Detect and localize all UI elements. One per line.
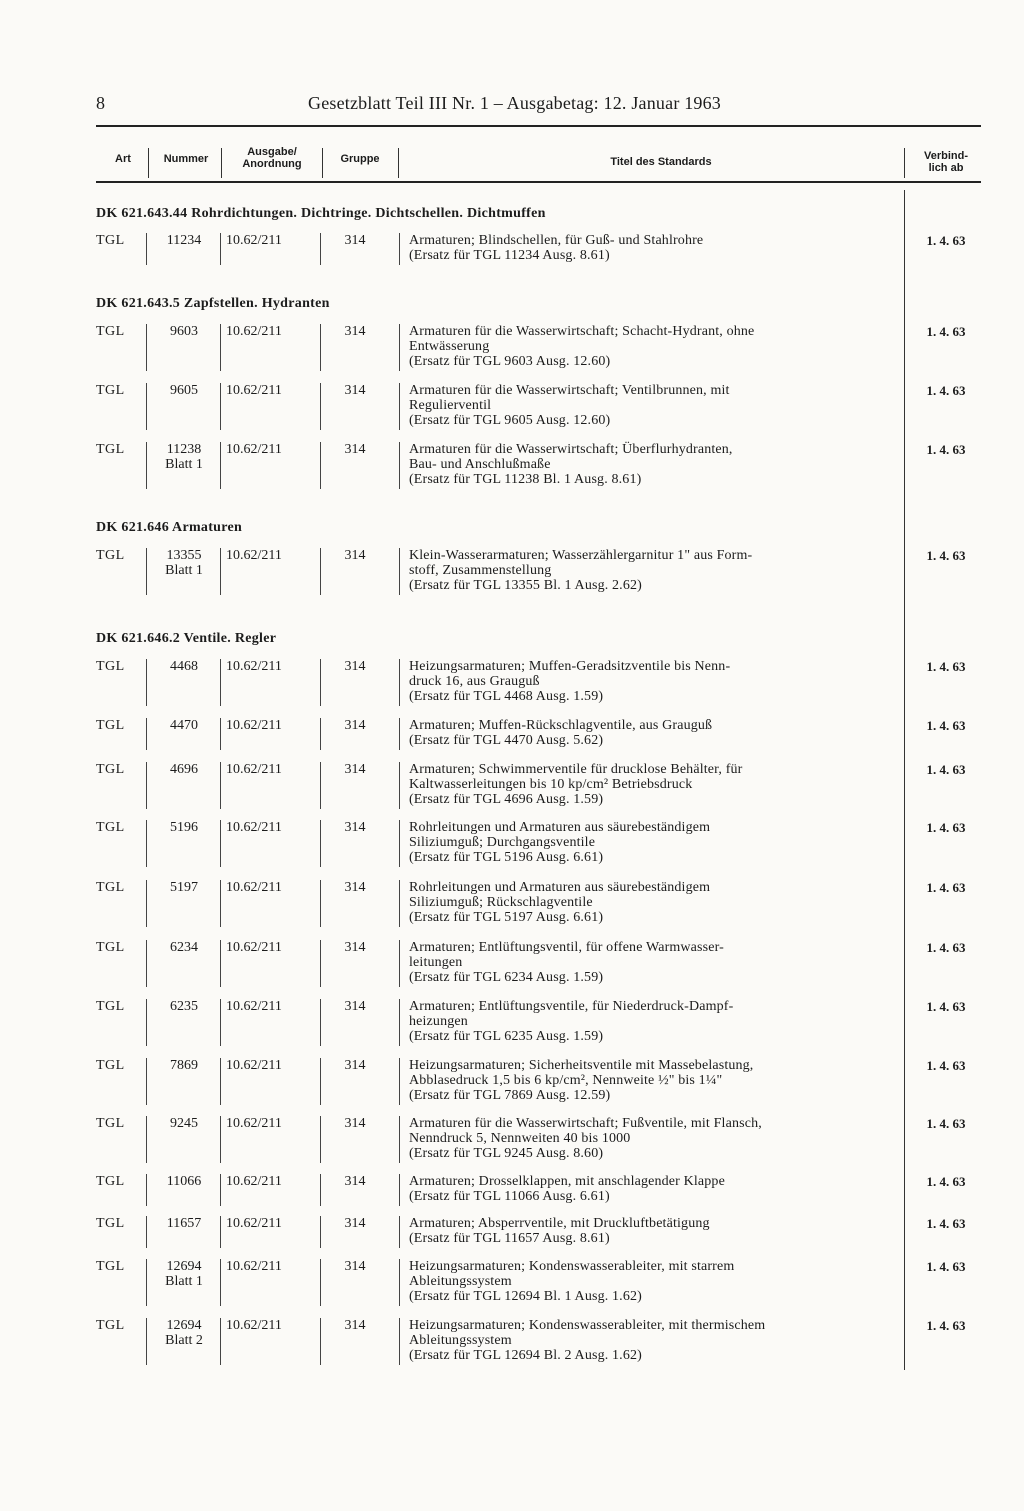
art-cell: TGL [96,659,125,674]
nummer-line: 5196 [170,820,198,835]
cell-separator [399,718,400,750]
nummer-cell [150,880,218,895]
cell-separator [220,820,221,867]
cell-separator [146,233,147,265]
nummer-cell [150,659,218,674]
cell-separator [399,383,400,430]
titel-line: Armaturen; Drosselklappen, mit anschlagender Klappe [409,1174,725,1189]
gruppe-cell: 314 [344,880,366,895]
cell-separator [146,999,147,1046]
table-row [96,659,981,710]
gruppe-cell: 314 [344,999,366,1014]
table-row [96,442,981,493]
cell-separator [146,1216,147,1248]
titel-line: (Ersatz für TGL 5197 Ausg. 6.61) [409,910,604,925]
verbindlich-cell: 1. 4. 63 [926,940,966,955]
nummer-cell [150,1174,218,1189]
titel-line: (Ersatz für TGL 9245 Ausg. 8.60) [409,1146,604,1161]
titel-line: Heizungsarmaturen; Sicherheitsventile mit Massebelastung, [409,1058,754,1073]
titel-line: Ableitungssystem [409,1333,512,1348]
nummer-cell [150,548,218,578]
ausgabe-cell: 10.62/211 [226,820,282,835]
cell-separator [146,762,147,809]
cell-separator [220,940,221,987]
titel-cell [409,442,899,487]
verbindlich-cell: 1. 4. 63 [926,999,966,1014]
cell-separator [399,940,400,987]
table-row [96,233,981,269]
cell-separator [146,1318,147,1365]
cell-separator [320,1174,321,1206]
ausgabe-cell: 10.62/211 [226,1259,282,1274]
cell-separator [320,1318,321,1365]
art-cell: TGL [96,1318,125,1333]
nummer-cell [150,940,218,955]
titel-cell [409,383,899,428]
cell-separator [399,880,400,927]
cell-separator [320,1259,321,1306]
gruppe-cell: 314 [344,718,366,733]
nummer-line: Blatt 2 [165,1333,203,1348]
titel-line: leitungen [409,955,463,970]
cell-separator [220,718,221,750]
titel-line: (Ersatz für TGL 12694 Bl. 2 Ausg. 1.62) [409,1348,642,1363]
column-gruppe: Gruppe [340,153,380,165]
verbindlich-cell: 1. 4. 63 [926,233,966,248]
gruppe-cell: 314 [344,1216,366,1231]
ausgabe-cell: 10.62/211 [226,233,282,248]
art-cell: TGL [96,548,125,563]
titel-line: Nenndruck 5, Nennweiten 40 bis 1000 [409,1131,631,1146]
verbindlich-cell: 1. 4. 63 [926,1174,966,1189]
cell-separator [220,659,221,706]
art-cell: TGL [96,1058,125,1073]
nummer-line: 12694 [166,1259,202,1274]
nummer-line: 7869 [170,1058,198,1073]
cell-separator [220,1058,221,1105]
ausgabe-cell: 10.62/211 [226,718,282,733]
cell-separator [220,1318,221,1365]
table-row [96,999,981,1050]
cell-separator [220,233,221,265]
titel-line: Entwässerung [409,339,490,354]
nummer-cell [150,1116,218,1131]
nummer-cell [150,383,218,398]
cell-separator [220,1216,221,1248]
ausgabe-cell: 10.62/211 [226,999,282,1014]
ausgabe-cell: 10.62/211 [226,383,282,398]
section-heading: DK 621.643.5 Zapfstellen. Hydranten [96,296,330,311]
column-nummer: Nummer [163,153,209,165]
titel-line: Armaturen für die Wasserwirtschaft; Ventilbrunnen, mit [409,383,730,398]
titel-line: Regulierventil [409,398,492,413]
page-header [96,93,981,123]
table-row [96,820,981,871]
cell-separator [399,1318,400,1365]
art-cell: TGL [96,999,125,1014]
section-heading: DK 621.646 Armaturen [96,520,243,535]
cell-separator [399,548,400,595]
table-row [96,1058,981,1109]
nummer-cell [150,820,218,835]
titel-line: (Ersatz für TGL 4696 Ausg. 1.59) [409,792,604,807]
art-cell: TGL [96,1174,125,1189]
gruppe-cell: 314 [344,548,366,563]
verbindlich-cell: 1. 4. 63 [926,659,966,674]
gruppe-cell: 314 [344,383,366,398]
titel-line: (Ersatz für TGL 12694 Bl. 1 Ausg. 1.62) [409,1289,642,1304]
gruppe-cell: 314 [344,762,366,777]
cell-separator [320,1216,321,1248]
cell-separator [146,383,147,430]
titel-line: Siliziumguß; Durchgangsventile [409,835,596,850]
ausgabe-cell: 10.62/211 [226,940,282,955]
titel-line: (Ersatz für TGL 9603 Ausg. 12.60) [409,354,611,369]
column-verbindlich: Verbind- lich ab [923,150,968,174]
cell-separator [220,1116,221,1163]
page-number: 8 [96,93,105,113]
titel-line: Abblasedruck 1,5 bis 6 kp/cm², Nennweite ½" bis 1¼" [409,1073,723,1088]
titel-line: (Ersatz für TGL 11234 Ausg. 8.61) [409,248,610,263]
ausgabe-cell: 10.62/211 [226,324,282,339]
gruppe-cell: 314 [344,324,366,339]
titel-cell [409,659,899,704]
titel-cell [409,880,899,925]
verbindlich-cell: 1. 4. 63 [926,548,966,563]
cell-separator [399,1216,400,1248]
nummer-line: Blatt 1 [165,563,203,578]
titel-line: (Ersatz für TGL 11657 Ausg. 8.61) [409,1231,610,1246]
table-row [96,762,981,813]
cell-separator [146,659,147,706]
cell-separator [320,880,321,927]
art-cell: TGL [96,442,125,457]
ausgabe-cell: 10.62/211 [226,1116,282,1131]
ausgabe-cell: 10.62/211 [226,880,282,895]
nummer-line: 4696 [170,762,198,777]
cell-separator [399,820,400,867]
titel-line: (Ersatz für TGL 13355 Bl. 1 Ausg. 2.62) [409,578,642,593]
table-row [96,718,981,754]
nummer-line: Blatt 1 [165,1274,203,1289]
art-cell: TGL [96,718,125,733]
cell-separator [220,383,221,430]
cell-separator [399,659,400,706]
nummer-line: Blatt 1 [165,457,203,472]
verbindlich-cell: 1. 4. 63 [926,820,966,835]
titel-line: Heizungsarmaturen; Kondenswasserableiter, mit starrem [409,1259,735,1274]
gruppe-cell: 314 [344,1259,366,1274]
cell-separator [320,442,321,489]
cell-separator [399,1174,400,1206]
cell-separator [399,324,400,371]
titel-line: (Ersatz für TGL 6234 Ausg. 1.59) [409,970,604,985]
titel-cell [409,820,899,865]
titel-line: Armaturen; Absperrventile, mit Druckluftbetätigung [409,1216,710,1231]
titel-line: Armaturen; Muffen-Rückschlagventile, aus Grauguß [409,718,713,733]
art-cell: TGL [96,1116,125,1131]
nummer-line: 4470 [170,718,198,733]
titel-line: Siliziumguß; Rückschlagventile [409,895,593,910]
verbindlich-cell: 1. 4. 63 [926,324,966,339]
cell-separator [399,1116,400,1163]
table-row [96,1259,981,1310]
nummer-cell [150,1058,218,1073]
nummer-cell [150,324,218,339]
cell-separator [320,718,321,750]
titel-line: (Ersatz für TGL 9605 Ausg. 12.60) [409,413,611,428]
cell-separator [146,1174,147,1206]
cell-separator [220,880,221,927]
nummer-line: 5197 [170,880,198,895]
cell-separator [220,324,221,371]
titel-line: (Ersatz für TGL 5196 Ausg. 6.61) [409,850,604,865]
nummer-line: 11238 [166,442,202,457]
verbindlich-cell: 1. 4. 63 [926,1216,966,1231]
art-cell: TGL [96,762,125,777]
verbindlich-cell: 1. 4. 63 [926,1318,966,1333]
art-cell: TGL [96,880,125,895]
cell-separator [220,999,221,1046]
cell-separator [320,383,321,430]
nummer-line: 11657 [166,1216,202,1231]
gruppe-cell: 314 [344,940,366,955]
nummer-cell [150,999,218,1014]
cell-separator [146,442,147,489]
nummer-line: 4468 [170,659,198,674]
gruppe-cell: 314 [344,820,366,835]
header-bottom-rule [96,181,981,183]
titel-cell [409,718,899,748]
cell-separator [146,880,147,927]
nummer-line: 11234 [166,233,202,248]
titel-line: stoff, Zusammenstellung [409,563,552,578]
verbindlich-cell: 1. 4. 63 [926,442,966,457]
titel-cell [409,1116,899,1161]
nummer-cell [150,442,218,472]
gruppe-cell: 314 [344,233,366,248]
ausgabe-cell: 10.62/211 [226,1174,282,1189]
nummer-line: 9605 [170,383,198,398]
titel-cell [409,1058,899,1103]
titel-cell [409,1318,899,1363]
verbindlich-cell: 1. 4. 63 [926,1116,966,1131]
cell-separator [146,548,147,595]
cell-separator [146,820,147,867]
nummer-cell [150,718,218,733]
nummer-line: 9603 [170,324,198,339]
cell-separator [399,233,400,265]
titel-cell [409,1174,899,1204]
verbindlich-cell: 1. 4. 63 [926,383,966,398]
nummer-cell [150,1318,218,1348]
titel-line: (Ersatz für TGL 11238 Bl. 1 Ausg. 8.61) [409,472,642,487]
cell-separator [220,442,221,489]
nummer-line: 6235 [170,999,198,1014]
table-row [96,1116,981,1167]
gruppe-cell: 314 [344,1174,366,1189]
column-art: Art [115,153,131,165]
art-cell: TGL [96,1259,125,1274]
ausgabe-cell: 10.62/211 [226,659,282,674]
titel-cell [409,1259,899,1304]
table-row [96,383,981,434]
table-row [96,1318,981,1369]
cell-separator [146,940,147,987]
art-cell: TGL [96,233,125,248]
titel-line: Klein-Wasserarmaturen; Wasserzählergarnitur 1" aus Form- [409,548,753,563]
nummer-cell [150,233,218,248]
cell-separator [399,999,400,1046]
column-header-row [96,144,981,182]
titel-line: Armaturen für die Wasserwirtschaft; Fußventile, mit Flansch, [409,1116,762,1131]
table-row [96,940,981,991]
titel-line: Armaturen für die Wasserwirtschaft; Schacht-Hydrant, ohne [409,324,755,339]
column-ausgabe: Ausgabe/ Anordnung [242,146,302,170]
cell-separator [220,548,221,595]
titel-line: Armaturen; Schwimmerventile für drucklose Behälter, für [409,762,743,777]
verbindlich-cell: 1. 4. 63 [926,1058,966,1073]
titel-line: (Ersatz für TGL 4468 Ausg. 1.59) [409,689,604,704]
art-cell: TGL [96,1216,125,1231]
titel-line: (Ersatz für TGL 4470 Ausg. 5.62) [409,733,604,748]
cell-separator [320,999,321,1046]
cell-separator [220,1174,221,1206]
ausgabe-cell: 10.62/211 [226,1216,282,1231]
cell-separator [320,940,321,987]
art-cell: TGL [96,940,125,955]
nummer-line: 6234 [170,940,198,955]
ausgabe-cell: 10.62/211 [226,548,282,563]
cell-separator [220,762,221,809]
titel-line: (Ersatz für TGL 11066 Ausg. 6.61) [409,1189,610,1204]
titel-line: Armaturen; Blindschellen, für Guß- und Stahlrohre [409,233,704,248]
titel-cell [409,940,899,985]
nummer-line: 12694 [166,1318,202,1333]
cell-separator [320,1116,321,1163]
nummer-line: 11066 [166,1174,202,1189]
table-row [96,1174,981,1210]
header-title: Gesetzblatt Teil III Nr. 1 – Ausgabetag: 12. Januar 1963 [308,93,722,113]
titel-line: Armaturen für die Wasserwirtschaft; Überflurhydranten, [409,442,733,457]
cell-separator [399,762,400,809]
cell-separator [320,233,321,265]
cell-separator [320,820,321,867]
ausgabe-cell: 10.62/211 [226,1058,282,1073]
cell-separator [320,762,321,809]
ausgabe-cell: 10.62/211 [226,442,282,457]
titel-cell [409,1216,899,1246]
table-row [96,324,981,375]
art-cell: TGL [96,820,125,835]
titel-cell [409,233,899,263]
cell-separator [220,1259,221,1306]
art-cell: TGL [96,383,125,398]
verbindlich-cell: 1. 4. 63 [926,1259,966,1274]
titel-line: Rohrleitungen und Armaturen aus säurebeständigem [409,820,711,835]
titel-line: Kaltwasserleitungen bis 10 kp/cm² Betriebsdruck [409,777,693,792]
titel-line: Armaturen; Entlüftungsventile, für Niederdruck-Dampf- [409,999,734,1014]
gruppe-cell: 314 [344,442,366,457]
table-row [96,548,981,599]
titel-line: druck 16, aus Grauguß [409,674,540,689]
ausgabe-cell: 10.62/211 [226,762,282,777]
header-rule [96,125,981,127]
titel-cell [409,324,899,369]
cell-separator [320,324,321,371]
verbindlich-cell: 1. 4. 63 [926,880,966,895]
cell-separator [399,1058,400,1105]
section-heading: DK 621.646.2 Ventile. Regler [96,631,277,646]
verbindlich-cell: 1. 4. 63 [926,718,966,733]
art-cell: TGL [96,324,125,339]
cell-separator [146,1259,147,1306]
titel-line: (Ersatz für TGL 6235 Ausg. 1.59) [409,1029,604,1044]
cell-separator [399,1259,400,1306]
cell-separator [320,548,321,595]
gruppe-cell: 314 [344,1058,366,1073]
column-titel: Titel des Standards [610,156,712,168]
verbindlich-cell: 1. 4. 63 [926,762,966,777]
nummer-line: 9245 [170,1116,198,1131]
cell-separator [146,718,147,750]
cell-separator [320,659,321,706]
cell-separator [146,1058,147,1105]
gruppe-cell: 314 [344,1318,366,1333]
cell-separator [146,1116,147,1163]
titel-line: Rohrleitungen und Armaturen aus säurebeständigem [409,880,711,895]
section-heading: DK 621.643.44 Rohrdichtungen. Dichtringe. Dichtschellen. Dichtmuffen [96,206,546,221]
ausgabe-cell: 10.62/211 [226,1318,282,1333]
titel-cell [409,999,899,1044]
titel-line: Armaturen; Entlüftungsventil, für offene Warmwasser- [409,940,724,955]
nummer-line: 13355 [166,548,202,563]
cell-separator [146,324,147,371]
cell-separator [399,442,400,489]
nummer-cell [150,1216,218,1231]
table-row [96,1216,981,1252]
cell-separator [320,1058,321,1105]
titel-line: Heizungsarmaturen; Kondenswasserableiter, mit thermischem [409,1318,766,1333]
titel-cell [409,762,899,807]
titel-line: Ableitungssystem [409,1274,512,1289]
titel-line: heizungen [409,1014,468,1029]
titel-cell [409,548,899,593]
nummer-cell [150,1259,218,1289]
titel-line: Heizungsarmaturen; Muffen-Geradsitzventile bis Nenn- [409,659,731,674]
titel-line: (Ersatz für TGL 7869 Ausg. 12.59) [409,1088,611,1103]
gruppe-cell: 314 [344,1116,366,1131]
gruppe-cell: 314 [344,659,366,674]
titel-line: Bau- und Anschlußmaße [409,457,551,472]
table-row [96,880,981,931]
nummer-cell [150,762,218,777]
